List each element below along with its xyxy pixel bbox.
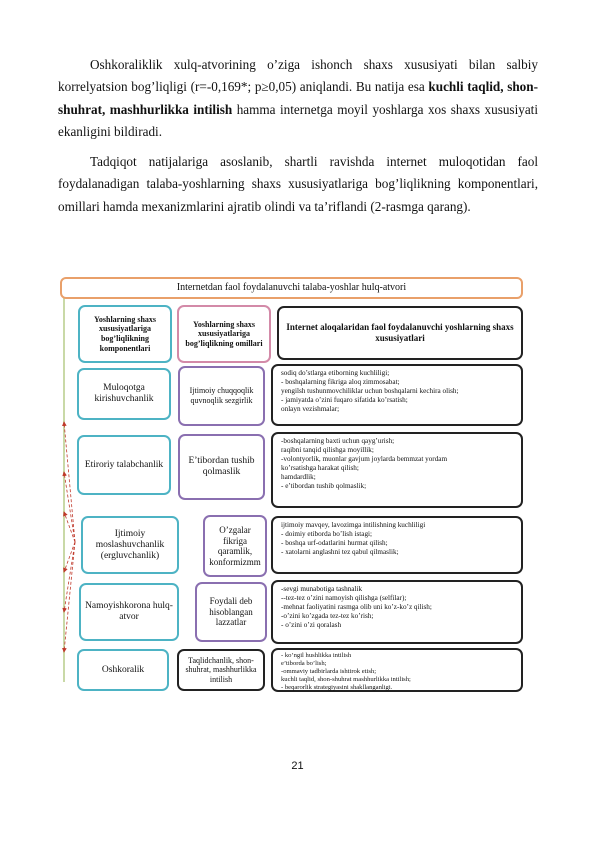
- header-components: Yoshlarning shaxs xususiyatlariga bog’liqlikning komponentlari: [78, 305, 172, 363]
- component-5: Oshkoralik: [77, 649, 169, 691]
- trait-line: - beqarorlik strategiyasini shakllanganligi.: [281, 684, 393, 691]
- trait-line: raqibni tanqid qilishga moyillik;: [281, 446, 374, 454]
- factor-3: O’zgalar fikriga qaramlik, konformizmm: [203, 515, 267, 577]
- trait-line: -ommaviy tadbirlarda ishtirok etish;: [281, 668, 377, 675]
- component-1: Muloqotga kirishuvchanlik: [77, 368, 171, 420]
- trait-line: - jamiyatda o’zini fuqaro sifatida ko’rsatish;: [281, 396, 408, 404]
- figure-title: Internetdan faol foydalanuvchi talaba-yoshlar hulq-atvori: [60, 277, 523, 299]
- factor-5: Taqlidchanlik, shon-shuhrat, mashhurlikka intilish: [177, 649, 265, 691]
- trait-line: - boshqalarning fikriga aloq zimmosabat;: [281, 378, 400, 386]
- paragraph-1-text-end: hamma internetga moyil yoshlarga xos shaxs xususiyati ekanligini bildiradi.: [58, 101, 539, 140]
- paragraph-1: [58, 54, 538, 144]
- arrow-lines: [55, 272, 525, 692]
- page-number: 21: [291, 760, 304, 772]
- trait-line: kuchli taqlid, shon-shuhrat mashhurlikka intilish;: [281, 676, 411, 683]
- trait-line: - xatolarni anglashni tez qabul qilmaslik;: [281, 548, 399, 556]
- paragraph-1-text: Oshkoraliklik xulq-atvorining o’ziga ishonch shaxs xususiyati bilan salbiy korrelyatsion bog’liqligi (r=-0,169*; p≥0,05) aniqlandi. Bu natija esa: [58, 57, 538, 95]
- trait-line: ijtimoiy mavqey, lavozimga intilishning kuchliligi: [281, 521, 426, 529]
- trait-line: -volontyorlik, muonlar gavjum joylarda bemmzat yordam: [281, 455, 448, 463]
- trait-line: - ko’ngil hushlikka intilish: [281, 652, 352, 659]
- component-4: Namoyishkorona hulq-atvor: [79, 583, 179, 641]
- paragraph-2: Tadqiqot natijalariga asoslanib, shartli ravishda internet muloqotidan faol foydalanadigan talaba-yoshlarning shaxs xususiyatlariga bog’liqlikning komponentlari, omillari hamda mexanizmlarini ajratib olindi va ta’riflandi (2-rasmga qarang).: [58, 154, 538, 214]
- trait-line: onlayn vezishmalar;: [281, 405, 340, 413]
- trait-line: -o’zini ko’zgada tez-tez ko’rish;: [281, 612, 374, 620]
- trait-line: hamdardlik;: [281, 473, 316, 481]
- trait-line: sodiq do’stlarga etiborning kuchliligi;: [281, 369, 390, 377]
- trait-line: -sevgi munabotiga tashnalik: [281, 585, 363, 593]
- trait-line: - doimiy etiborda bo’lish istagi;: [281, 530, 373, 538]
- factor-1: Ijtimoiy chuqqoqlik quvnoqlik sezgirlik: [178, 366, 265, 426]
- paragraph-1-bold: kuchli taqlid, shon-shuhrat, mashhurlikka intilish: [58, 79, 539, 117]
- header-traits: Internet aloqalaridan faol foydalanuvchi yoshlarning shaxs xususiyatlari: [277, 306, 523, 360]
- factor-4: Foydali deb hisoblangan lazzatlar: [195, 582, 267, 642]
- factor-2: E’tibordan tushib qolmaslik: [178, 434, 265, 500]
- trait-line: - o’zini o’zi qoralash: [281, 621, 342, 629]
- trait-line: - boshqa urf-odatlarini hurmat qilish;: [281, 539, 388, 547]
- header-factors: Yoshlarning shaxs xususiyatlariga bog’liqlikning omillari: [177, 305, 271, 363]
- trait-line: --tez-tez o’zini namoyish qilishga (selfilar);: [281, 594, 407, 602]
- trait-line: e’tiborda bo’lish;: [281, 660, 327, 667]
- trait-line: - e’tibordan tushib qolmaslik;: [281, 482, 367, 490]
- trait-line: yengilsh tushunmovchiliklar uchun boshqalarni kechira olish;: [281, 387, 459, 395]
- trait-line: -boshqalarning baxti uchun qayg’urish;: [281, 437, 395, 445]
- component-2: Etiroriy talabchanlik: [77, 435, 171, 495]
- trait-line: -mehnat faoliyatini rasmga olib uni ko’z-ko’z qilish;: [281, 603, 432, 611]
- component-3: Ijtimoiy moslashuvchanlik (ergluvchanlik): [81, 516, 179, 574]
- trait-line: ko’rsatishga harakat qilish;: [281, 464, 359, 472]
- figure-diagram: [55, 272, 525, 692]
